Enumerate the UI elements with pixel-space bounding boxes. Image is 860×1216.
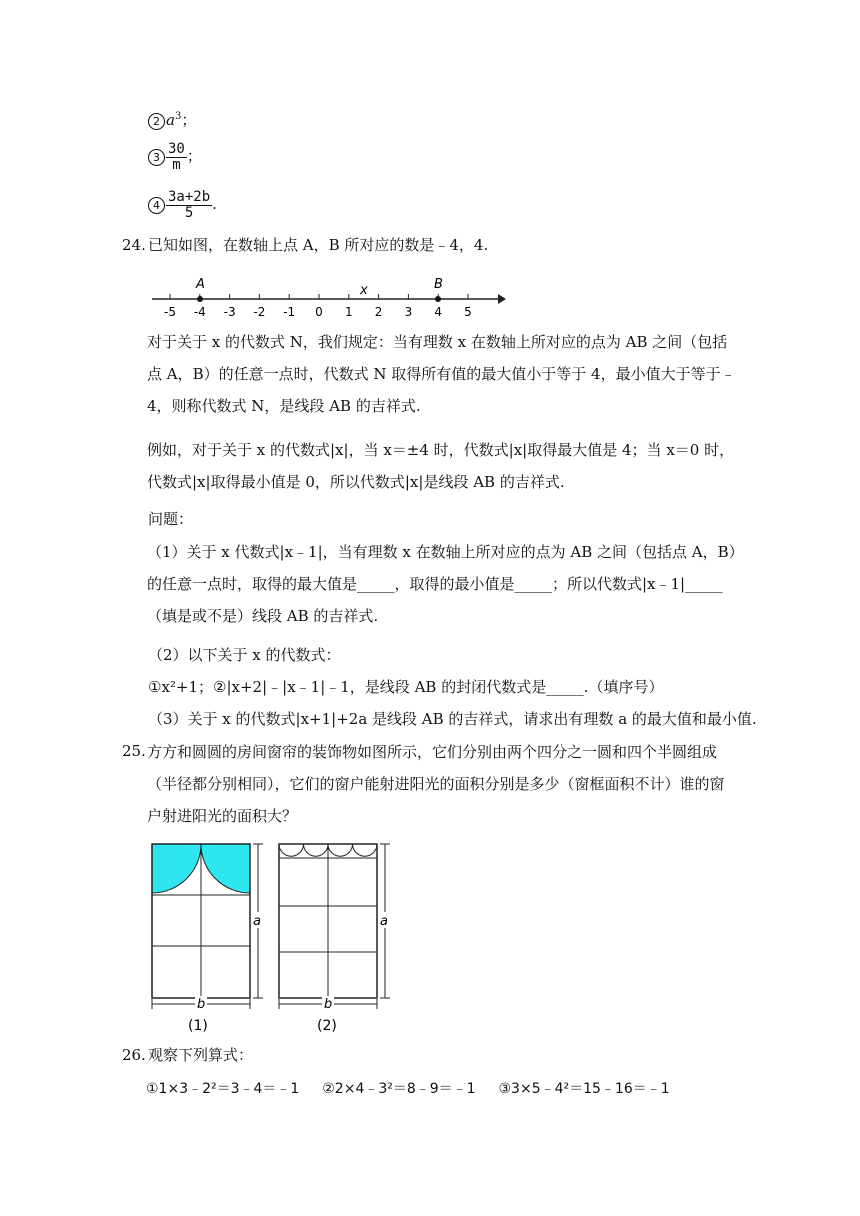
circled-number: 2 (148, 113, 165, 130)
q23-item-4 (148, 190, 217, 220)
equation-1: ①1×3﹣2²＝3﹣4＝﹣1 (146, 1081, 300, 1097)
q24-part3: （3）关于 x 的代数式|x+1|+2a 是线段 AB 的吉祥式，请求出有理数 a 的最大值和最小值. (148, 710, 757, 728)
number-line-tick-label: -1 (283, 305, 296, 319)
item-base: a (166, 111, 175, 129)
fraction-numerator: 30 (168, 141, 185, 157)
fraction-numerator: 3a+2b (168, 189, 211, 205)
q24-number: 24. (122, 236, 146, 254)
number-line-tick-label: -3 (223, 305, 236, 319)
variable-x-label: x (360, 283, 368, 298)
number-line-tick-label: -2 (253, 305, 266, 319)
q24-example: 例如，对于关于 x 的代数式|x|，当 x＝±4 时，代数式|x|取得最大值是 4；当 x＝0 时，代数式|x|取得最小值是 0，所以代数式|x|是线段 AB 的吉祥式. (147, 441, 735, 491)
number-line-tick-label: -5 (164, 305, 176, 319)
number-line-tick-label: 5 (464, 305, 472, 319)
equation-2: ②2×4﹣3²＝8﹣9＝﹣1 (322, 1081, 476, 1097)
equation-3: ③3×5﹣4²＝15﹣16＝﹣1 (498, 1081, 670, 1097)
label-a: a (380, 914, 388, 929)
q24-definition: 对于关于 x 的代数式 N，我们规定：当有理数 x 在数轴上所对应的点为 AB 之间（包括点 A，B）的任意一点时，代数式 N 取得所有值的最大值小于等于 4，最小值大于等于﹣4，则称代数式 N，是线段 AB 的吉祥式. (147, 333, 736, 415)
label-a: a (253, 914, 261, 929)
q25-number: 25. (122, 742, 146, 760)
fraction-denominator: m (172, 156, 181, 173)
number-line-tick-label: 2 (374, 305, 383, 319)
window-figure-1 (152, 844, 265, 1034)
q26-equations (146, 1082, 670, 1096)
circled-number: 4 (148, 197, 165, 214)
number-line-tick-label: 3 (404, 305, 413, 319)
quarter-circle-right (201, 844, 250, 893)
fraction (166, 142, 187, 172)
arrow-head-icon (498, 294, 506, 304)
q24-part1: （1）关于 x 代数式|x﹣1|，当有理数 x 在数轴上所对应的点为 AB 之间（包括点 A，B）的任意一点时，取得的最大值是_____，取得的最小值是_____；所以代数式|x﹣1|_____（填是或不是）线段 AB 的吉祥式. (147, 543, 737, 625)
number-line-tick-label: 4 (434, 305, 443, 319)
label-b: b (197, 997, 206, 1012)
figure-1-caption: (1) (188, 1018, 208, 1034)
circled-number: 3 (148, 149, 165, 166)
q26-number: 26. (122, 1046, 146, 1064)
item-tail: ； (181, 111, 197, 129)
item-exponent: 3 (174, 111, 182, 122)
point-a-label: A (196, 277, 205, 292)
q24-part2: （2）以下关于 x 的代数式： (148, 646, 341, 664)
item-tail: . (212, 195, 217, 214)
item-tail: ； (186, 147, 202, 166)
q24-part2-items: ①x²+1；②|x+2|﹣|x﹣1|﹣1，是线段 AB 的封闭代数式是_____.（填序号） (148, 678, 664, 696)
number-line-tick-label: 1 (344, 305, 353, 319)
number-line-tick-label: -4 (193, 305, 206, 319)
window-figure-2 (279, 844, 392, 1034)
point-a-dot (197, 296, 203, 302)
q24-question-label: 问题： (148, 510, 194, 528)
quarter-circle-left (152, 844, 201, 893)
number-line-tick-label: 0 (315, 305, 323, 319)
q26-text: 观察下列算式： (148, 1046, 254, 1064)
fraction-denominator: 5 (184, 204, 194, 221)
window-figures (140, 834, 400, 1038)
point-b-label: B (434, 277, 443, 292)
figure-2-caption: (2) (317, 1018, 337, 1034)
number-line-figure (148, 272, 508, 322)
q24-stem: 已知如图，在数轴上点 A，B 所对应的数是﹣4，4. (148, 236, 489, 254)
q23-item-3 (148, 142, 202, 172)
q25-text: 方方和圆圆的房间窗帘的装饰物如图所示，它们分别由两个四分之一圆和四个半圆组成（半径都分别相同），它们的窗户能射进阳光的面积分别是多少（窗框面积不计）谁的窗户射进阳光的面积大？ (147, 743, 725, 825)
fraction (166, 190, 212, 220)
q23-item-2 (148, 112, 196, 130)
point-b-dot (435, 296, 441, 302)
label-b: b (324, 997, 333, 1012)
